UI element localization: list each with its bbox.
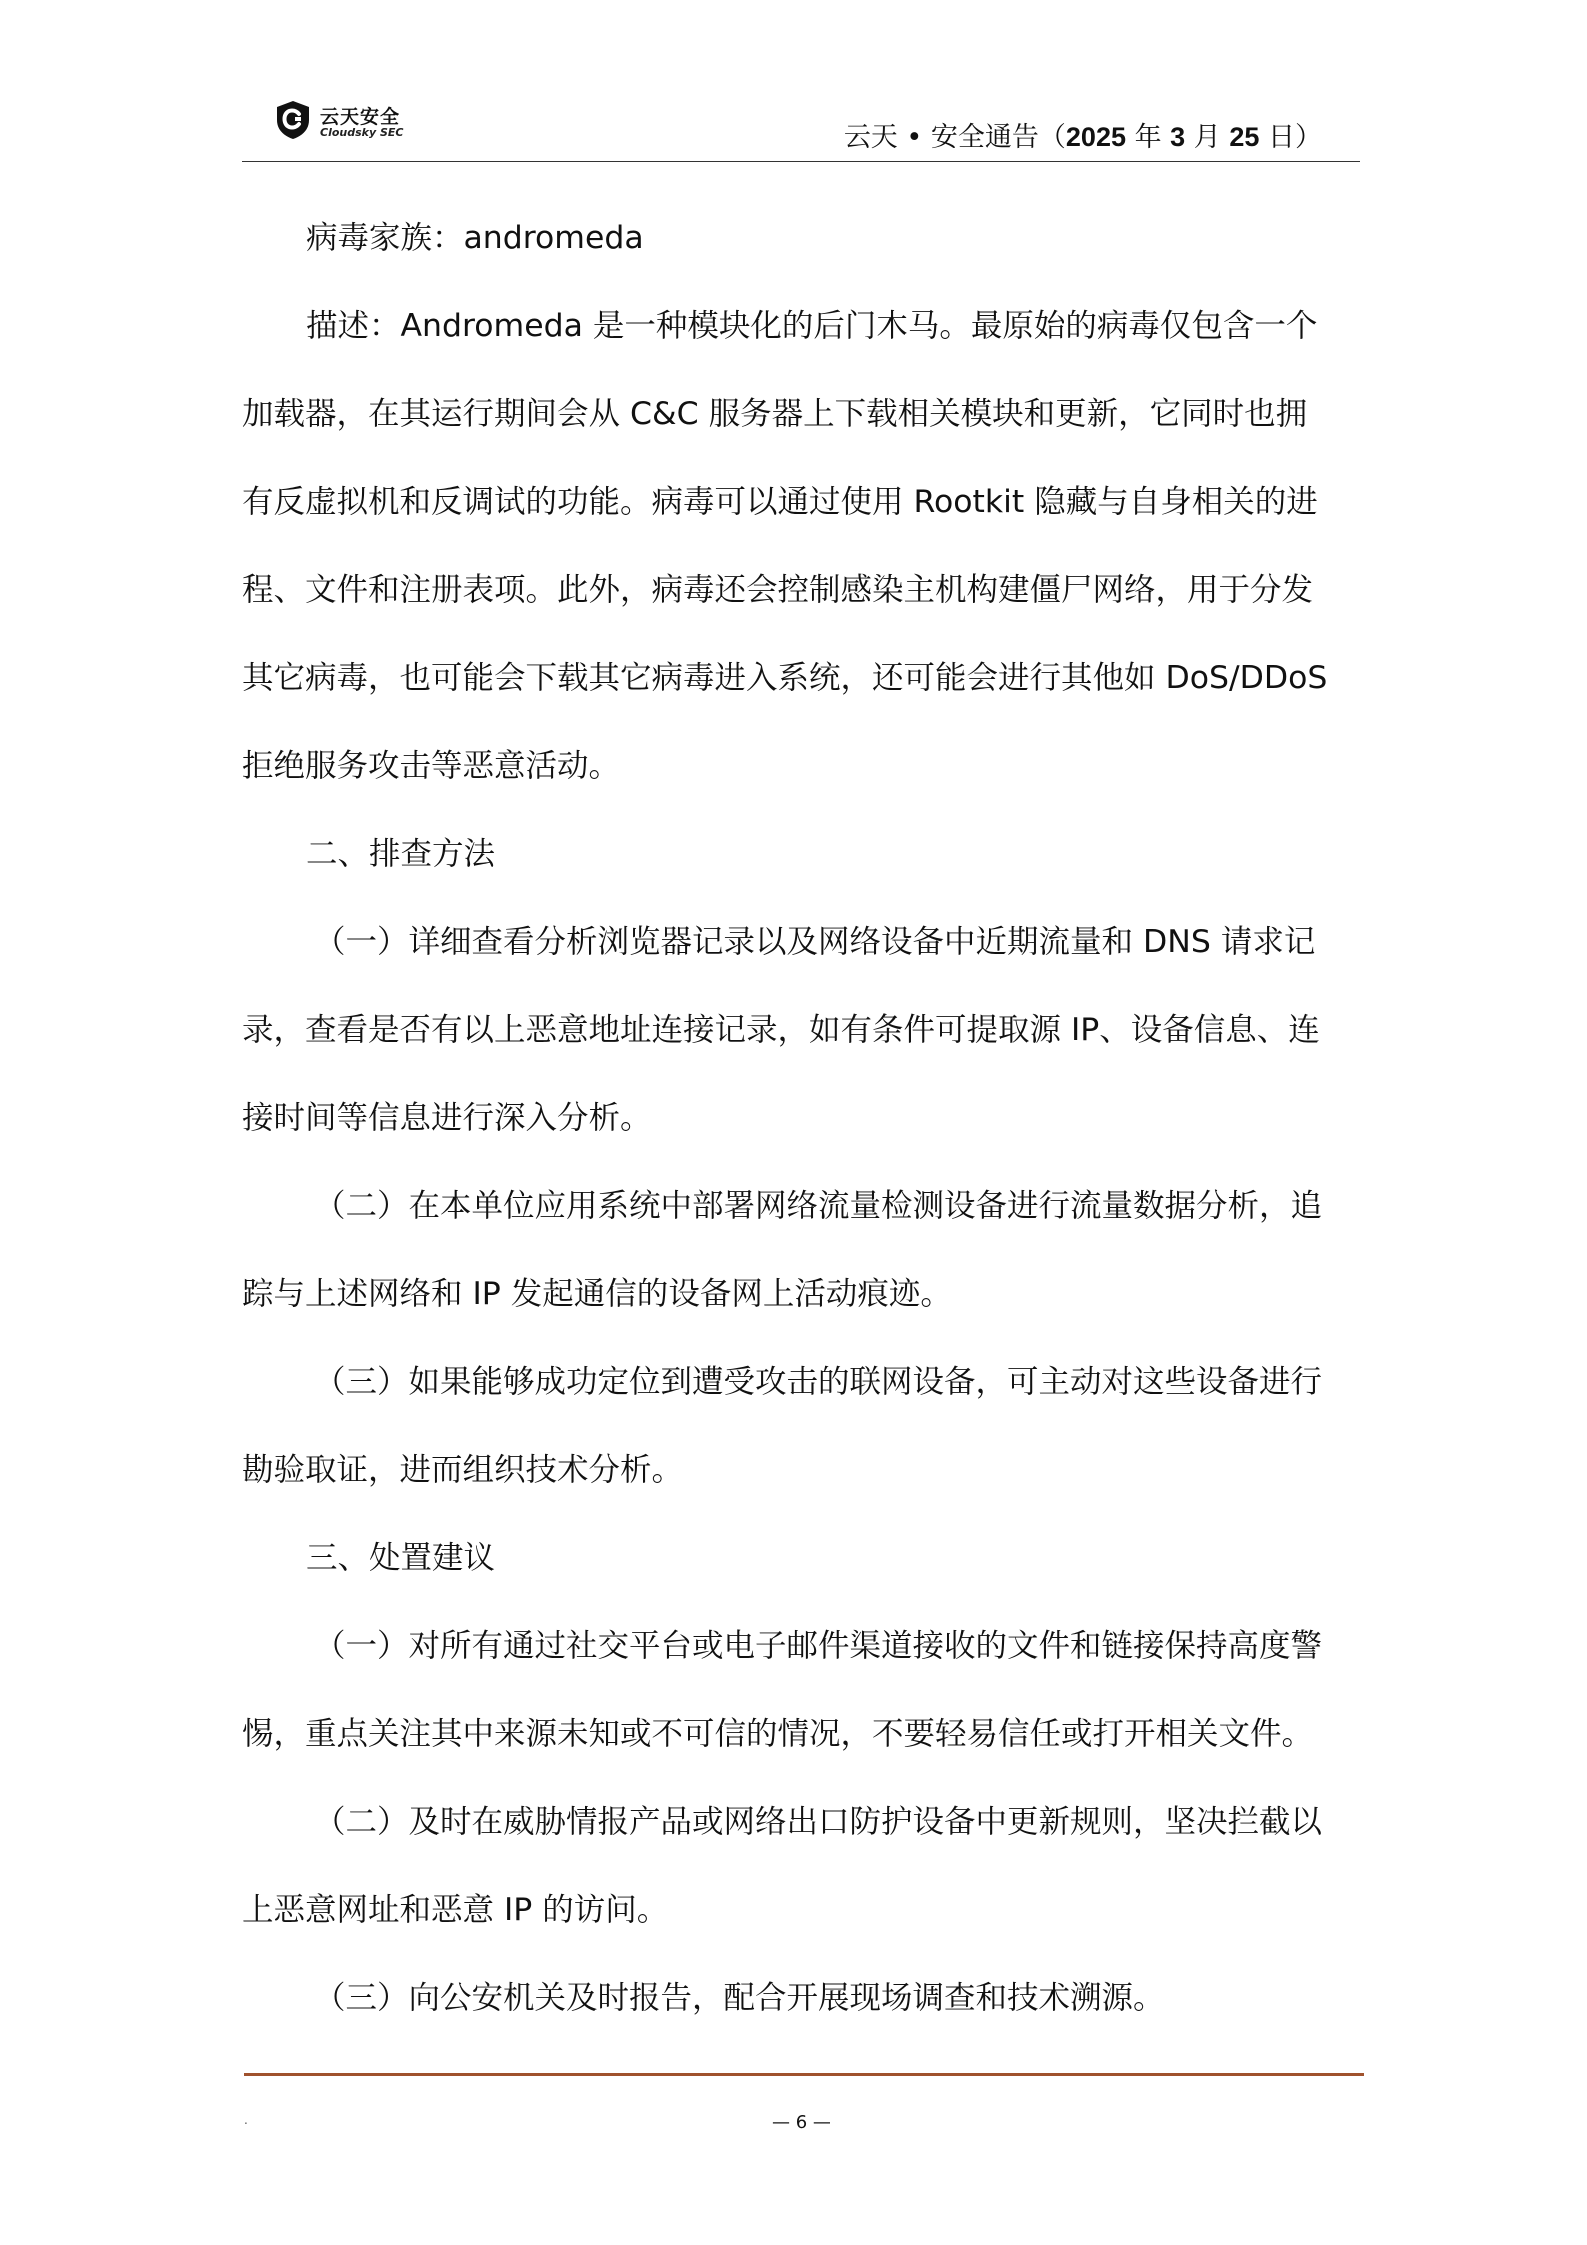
investigation-item-1: 录，查看是否有以上恶意地址连接记录，如有条件可提取源 IP、设备信息、连	[242, 1012, 1320, 1048]
investigation-item-2: （二）在本单位应用系统中部署网络流量检测设备进行流量数据分析，追	[314, 1188, 1323, 1224]
description-line: 其它病毒，也可能会下载其它病毒进入系统，还可能会进行其他如 DoS/DDoS	[242, 660, 1328, 696]
header-title	[844, 115, 1322, 154]
header-month: 3	[1170, 122, 1186, 152]
recommendation-item-2: 上恶意网址和恶意 IP 的访问。	[242, 1892, 669, 1928]
description-line: 程、文件和注册表项。此外，病毒还会控制感染主机构建僵尸网络，用于分发	[242, 572, 1314, 608]
investigation-item-3: 勘验取证，进而组织技术分析。	[242, 1452, 684, 1488]
investigation-item-2: 踪与上述网络和 IP 发起通信的设备网上活动痕迹。	[242, 1276, 952, 1312]
description-line: 加载器，在其运行期间会从 C&C 服务器上下载相关模块和更新，它同时也拥	[242, 396, 1308, 432]
description-line: 有反虚拟机和反调试的功能。病毒可以通过使用 Rootkit 隐藏与自身相关的进	[242, 484, 1318, 520]
footer-dot: .	[244, 2113, 248, 2127]
virus-family-line: 病毒家族：andromeda	[306, 220, 644, 256]
header-divider	[242, 161, 1360, 162]
investigation-item-1: 接时间等信息进行深入分析。	[242, 1100, 652, 1136]
recommendation-item-3: （三）向公安机关及时报告，配合开展现场调查和技术溯源。	[314, 1980, 1165, 2016]
description-line: 拒绝服务攻击等恶意活动。	[242, 748, 621, 784]
shield-logo-icon	[275, 100, 311, 140]
company-logo	[275, 98, 415, 146]
header-title-prefix: 云天 • 安全通告（	[843, 122, 1066, 153]
header-day: 25	[1229, 122, 1260, 152]
logo-chinese-name: 云天安全	[320, 106, 401, 128]
section-heading-recommendations: 三、处置建议	[306, 1540, 496, 1576]
footer-divider	[244, 2073, 1364, 2076]
recommendation-item-1: 惕，重点关注其中来源未知或不可信的情况，不要轻易信任或打开相关文件。	[242, 1716, 1314, 1752]
page-header	[242, 92, 1360, 160]
header-month-unit: 月	[1185, 122, 1230, 153]
recommendation-item-1: （一）对所有通过社交平台或电子邮件渠道接收的文件和链接保持高度警	[314, 1628, 1323, 1664]
recommendation-item-2: （二）及时在威胁情报产品或网络出口防护设备中更新规则，坚决拦截以	[314, 1804, 1323, 1840]
logo-english-name: Cloudsky SEC	[320, 126, 404, 139]
header-year-unit: 年	[1125, 122, 1171, 153]
investigation-item-1: （一）详细查看分析浏览器记录以及网络设备中近期流量和 DNS 请求记	[314, 924, 1316, 960]
header-title-suffix: 日）	[1259, 122, 1322, 153]
investigation-item-3: （三）如果能够成功定位到遭受攻击的联网设备，可主动对这些设备进行	[314, 1364, 1323, 1400]
section-heading-investigation: 二、排查方法	[306, 836, 496, 872]
description-line: 描述：Andromeda 是一种模块化的后门木马。最原始的病毒仅包含一个	[306, 308, 1318, 344]
header-year: 2025	[1065, 122, 1126, 152]
page-number: — 6 —	[772, 2112, 831, 2133]
